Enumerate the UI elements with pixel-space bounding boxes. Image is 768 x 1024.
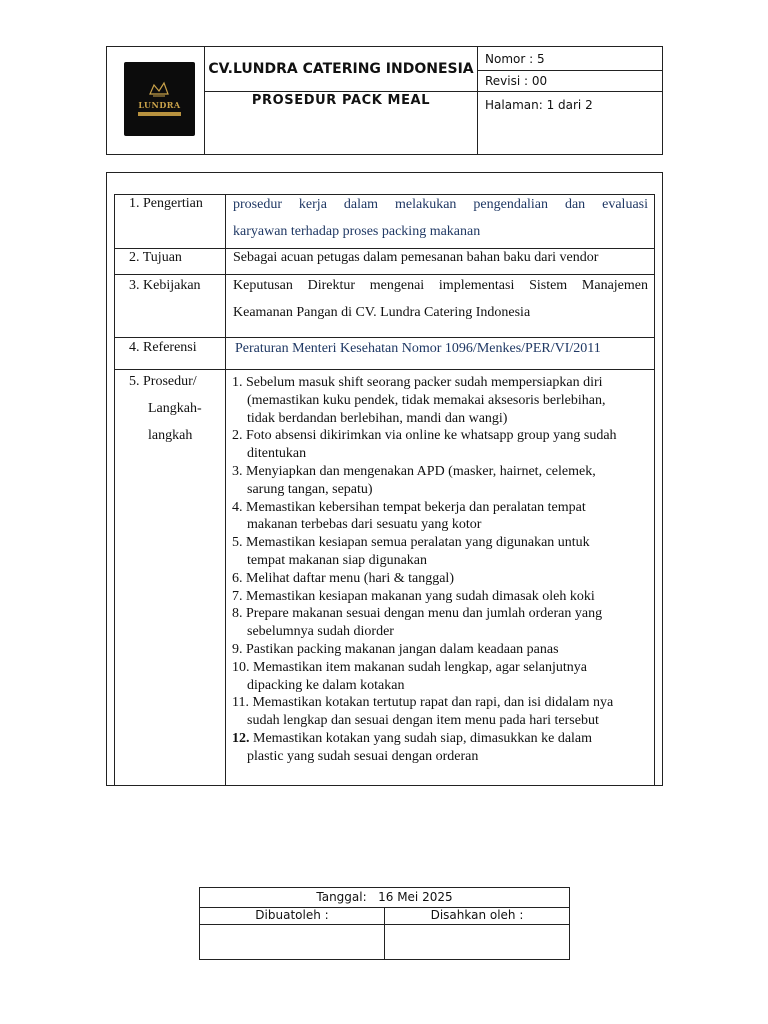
step-item: 8. Prepare makanan sesuai dengan menu dan jumlah orderan yang sebelumnya sudah diorder: [232, 606, 603, 640]
logo-ribbon: [138, 112, 181, 116]
company-logo: [124, 62, 195, 136]
referensi-text: Peraturan Menteri Kesehatan Nomor 1096/Menkes/PER/VI/2011: [235, 341, 601, 356]
meta-divider: [478, 70, 663, 71]
column-divider: [225, 194, 226, 786]
section-label-tujuan: 2. Tujuan: [129, 250, 182, 265]
step-item: 5. Memastikan kesiapan semua peralatan yang digunakan untuk tempat makanan siap digunakan: [232, 535, 590, 568]
step-item: 11. Memastikan kotakan tertutup rapat dan rapi, dan isi didalam nya sudah lengkap dan sesuai dengan item menu pada hari tersebut: [232, 695, 614, 729]
section-label-prosedur: Langkah-: [148, 401, 202, 416]
procedure-table: [114, 194, 655, 786]
disahkan-signature-box: [385, 925, 569, 959]
disahkan-label: Disahkan oleh :: [430, 908, 524, 922]
procedure-title: PROSEDUR PACK MEAL: [251, 93, 431, 108]
step-item: 4. Memastikan kebersihan tempat bekerja dan peralatan tempat makanan terbebas dari sesuatu yang kotor: [232, 499, 586, 533]
title-cell: [205, 47, 478, 154]
section-label-prosedur: 5. Prosedur/: [129, 374, 197, 389]
company-name: CV.LUNDRA CATERING INDONESIA: [208, 61, 474, 77]
document-header: [106, 46, 663, 155]
procedure-steps: [232, 374, 652, 766]
section-label-kebijakan: 3. Kebijakan: [129, 278, 201, 293]
meta-divider: [478, 91, 663, 92]
section-label-pengertian: 1. Pengertian: [129, 196, 203, 211]
dibuat-signature-box: [200, 925, 384, 959]
pengertian-line-1: prosedur kerja dalam melakukan pengendalian dan evaluasi: [233, 197, 648, 212]
logo-text: LUNDRA: [138, 100, 181, 110]
step-item: 7. Memastikan kesiapan makanan yang sudah dimasak oleh koki: [232, 588, 595, 604]
pengertian-line-2: karyawan terhadap proses packing makanan: [233, 224, 481, 239]
tujuan-text: Sebagai acuan petugas dalam pemesanan bahan baku dari vendor: [233, 250, 599, 265]
row-divider: [115, 369, 654, 370]
halaman-field: Halaman: 1 dari 2: [485, 98, 593, 112]
nomor-field: Nomor : 5: [485, 52, 545, 66]
tanggal-value: 16 Mei 2025: [378, 890, 453, 904]
step-item: 6. Melihat daftar menu (hari & tanggal): [232, 570, 454, 586]
section-label-prosedur: langkah: [148, 428, 193, 443]
title-divider: [205, 91, 477, 92]
logo-emblem-icon: [148, 80, 170, 98]
tanggal-row: [200, 890, 569, 904]
step-item: 9. Pastikan packing makanan jangan dalam keadaan panas: [232, 641, 559, 657]
row-divider: [115, 248, 654, 249]
step-item: 10. Memastikan item makanan sudah lengkap, agar selanjutnya dipacking ke dalam kotakan: [232, 659, 587, 693]
row-divider: [115, 337, 654, 338]
step-item: 12. Memastikan kotakan yang sudah siap, dimasukkan ke dalam plastic yang sudah sesuai dengan orderan: [232, 730, 593, 764]
kebijakan-line-1: Keputusan Direktur mengenai implementasi Sistem Manajemen: [233, 278, 648, 293]
section-label-referensi: 4. Referensi: [129, 340, 197, 355]
row-divider: [115, 274, 654, 275]
kebijakan-line-2: Keamanan Pangan di CV. Lundra Catering Indonesia: [233, 305, 531, 320]
row-divider: [115, 194, 654, 195]
revisi-field: Revisi : 00: [485, 74, 548, 88]
dibuat-label: Dibuatoleh :: [255, 908, 329, 922]
step-item: 1. Sebelum masuk shift seorang packer sudah mempersiapkan diri (memastikan kuku pendek, tidak memakai aksesoris berlebihan, tidak berdandan berlebihan, mandi dan wangi): [232, 375, 606, 426]
step-item: 3. Menyiapkan dan mengenakan APD (masker, hairnet, celemek, sarung tangan, sepatu): [232, 463, 596, 497]
tanggal-label: Tanggal:: [316, 890, 367, 904]
logo-cell: [107, 47, 205, 154]
signature-table: [199, 887, 570, 960]
step-item: 2. Foto absensi dikirimkan via online ke whatsapp group yang sudah ditentukan: [232, 428, 617, 462]
